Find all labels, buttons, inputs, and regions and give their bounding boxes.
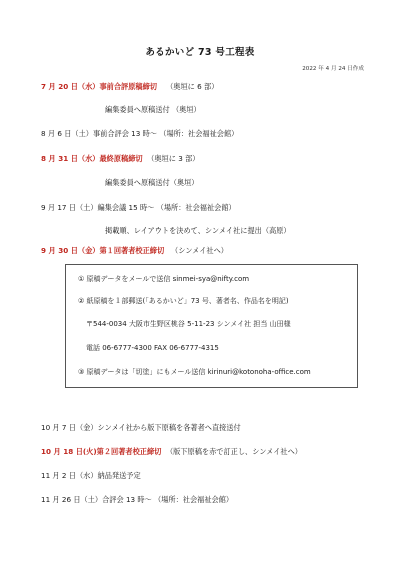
schedule-event: 第２回著者校正締切 (96, 447, 162, 456)
schedule-date: 10 月 18 日(火) (41, 447, 97, 456)
box-line-4: 電話 06-6777-4300 FAX 06-6777-4315 (86, 344, 219, 352)
box-line-1: ① 原稿データをメールで送信 sinmei-sya@nifty.com (78, 275, 250, 283)
schedule-date: 8 月 31 日（水） (41, 154, 100, 163)
schedule-line-3 (41, 129, 238, 139)
schedule-line-1 (41, 82, 218, 92)
schedule-note: （シンメイ社へ） (171, 246, 228, 255)
schedule-event: 最終原稿締切 (99, 154, 143, 163)
box-line-3: 〒544-0034 大阪市生野区桃谷 5-11-23 シンメイ社 担当 山田様 (86, 320, 291, 328)
schedule-note: （版下原稿を赤で訂正し、シンメイ社へ） (165, 447, 302, 456)
box-line-2: ② 紙原稿を１部郵送(「あるかいど」73 号、著者名、作品名を明記) (78, 297, 289, 305)
created-date: 2022 年 4 月 24 日作成 (302, 66, 364, 72)
schedule-date: 9 月 30 日（金） (41, 246, 100, 255)
schedule-date: 9 月 17 日（土） (41, 203, 98, 212)
schedule-date: 11 月 26 日（土） (41, 495, 103, 504)
schedule-note: （奥垣に 3 部） (147, 154, 200, 163)
schedule-event: 納品発送予定 (97, 471, 141, 480)
schedule-date: 10 月 7 日（金） (41, 423, 98, 432)
schedule-line-5: 編集委員へ原稿送付（奥垣） (105, 178, 199, 187)
schedule-event: 合評会 13 時～ （場所：社会福祉会館） (102, 495, 234, 504)
schedule-event: 第１回著者校正締切 (99, 246, 165, 255)
schedule-event: シンメイ社から版下原稿を各著者へ直接送付 (97, 423, 241, 432)
box-line-5: ③ 原稿データは「切塗」にもメール送信 kirinuri@kotonoha-office.com (78, 368, 311, 376)
schedule-date: 11 月 2 日（水） (41, 471, 98, 480)
schedule-event: 事前合評会 13 時～ （場所：社会福祉会館） (92, 129, 239, 138)
schedule-line-9 (41, 423, 241, 433)
schedule-note: （奥垣に 6 部） (166, 82, 219, 91)
schedule-line-11 (41, 471, 141, 481)
schedule-event: 事前合評原稿締切 (99, 82, 157, 91)
schedule-date: 7 月 20 日（水） (41, 82, 100, 91)
schedule-line-4 (41, 154, 199, 164)
schedule-line-6 (41, 203, 236, 213)
schedule-line-2: 編集委員へ原稿送付 （奥垣） (105, 105, 201, 114)
schedule-event: 編集会議 15 時～ （場所：社会福祉会館） (97, 203, 236, 212)
schedule-line-12 (41, 495, 233, 505)
schedule-date: 8 月 6 日（土） (41, 129, 93, 138)
schedule-line-7: 掲載順、レイアウトを決めて、シンメイ社に提出（高原） (105, 226, 291, 235)
schedule-line-8 (41, 246, 228, 256)
page-title: あるかいど 73 号工程表 (145, 47, 255, 58)
schedule-line-10 (41, 447, 302, 457)
submission-box (65, 264, 358, 388)
